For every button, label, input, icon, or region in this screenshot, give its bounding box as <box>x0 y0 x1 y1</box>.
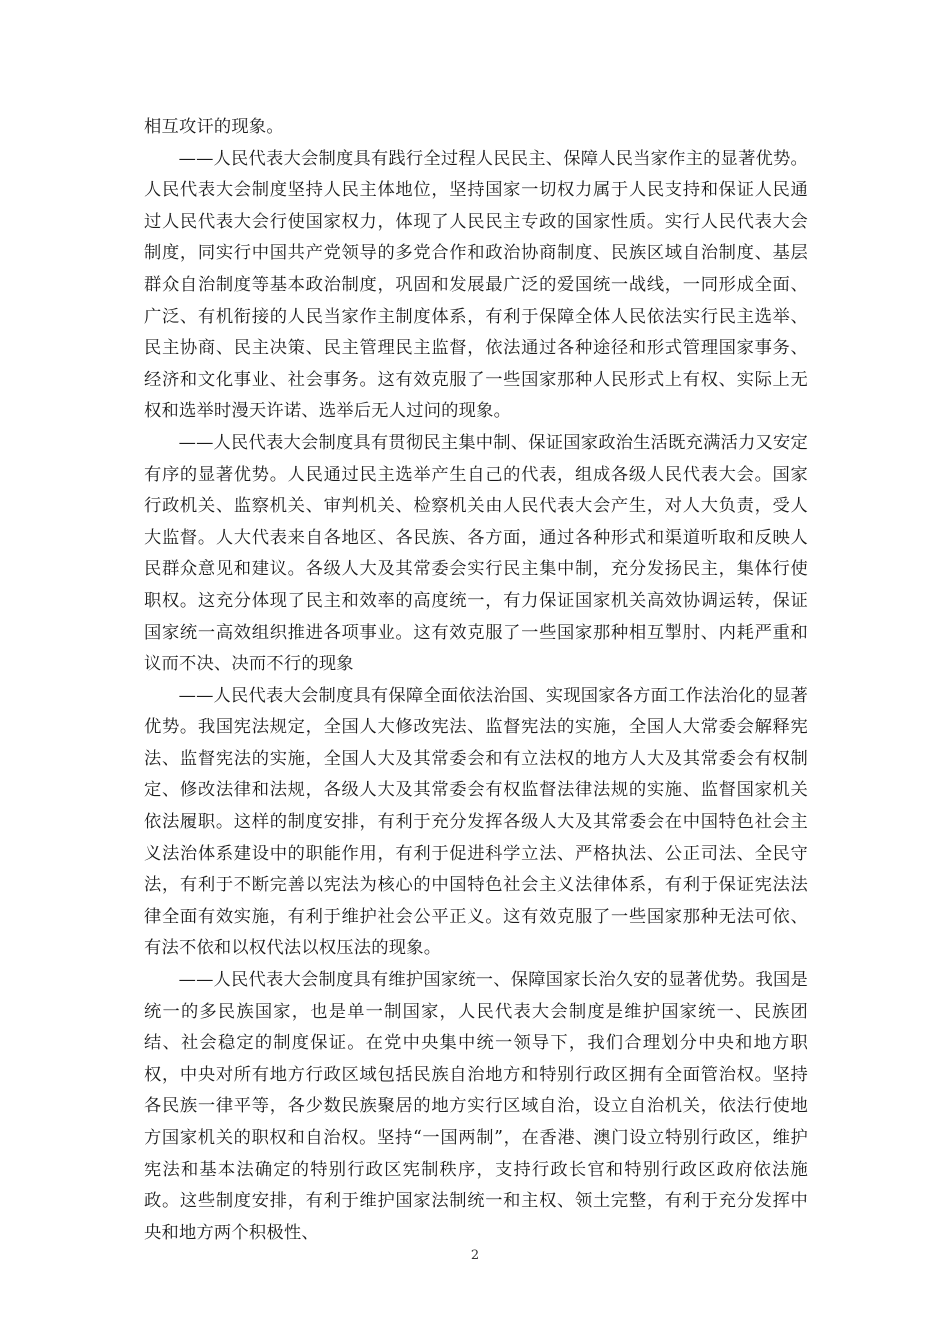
paragraph-democratic-centralism: ——人民代表大会制度具有贯彻民主集中制、保证国家政治生活既充满活力又安定有序的显著优势。人民通过民主选举产生自己的代表，组成各级人民代表大会。国家行政机关、监察机关、审判机关、检察机关由人民代表大会产生，对人大负责，受人大监督。人大代表来自各地区、各民族、各方面，通过各种形式和渠道听取和反映人民群众意见和建议。各级人大及其常委会实行民主集中制，充分发扬民主，集体行使职权。这充分体现了民主和效率的高度统一，有力保证国家机关高效协调运转，保证国家统一高效组织推进各项事业。这有效克服了一些国家那种相互掣肘、内耗严重和议而不决、决而不行的现象 <box>144 432 808 675</box>
paragraph-whole-process-democracy: ——人民代表大会制度具有践行全过程人民民主、保障人民当家作主的显著优势。人民代表大会制度坚持人民主体地位，坚持国家一切权力属于人民支持和保证人民通过人民代表大会行使国家权力，体现了人民民主专政的国家性质。实行人民代表大会制度，同实行中国共产党领导的多党合作和政治协商制度、民族区域自治制度、基层群众自治制度等基本政治制度，巩固和发展最广泛的爱国统一战线，一同形成全面、广泛、有机衔接的人民当家作主制度体系，有利于保障全体人民依法实行民主选举、民主协商、民主决策、民主管理民主监督，依法通过各种途径和形式管理国家事务、经济和文化事业、社会事务。这有效克服了一些国家那种人民形式上有权、实际上无权和选举时漫天许诺、选举后无人过问的现象。 <box>144 148 808 422</box>
paragraph-continuation: 相互攻讦的现象。 <box>144 117 284 137</box>
page-number: 2 <box>470 1248 480 1263</box>
document-page <box>144 112 808 1249</box>
paragraph-rule-of-law: ——人民代表大会制度具有保障全面依法治国、实现国家各方面工作法治化的显著优势。我国宪法规定，全国人大修改宪法、监督宪法的实施，全国人大常委会解释宪法、监督宪法的实施，全国人大及其常委会和有立法权的地方人大及其常委会有权制定、修改法律和法规，各级人大及其常委会有权监督法律法规的实施、监督国家机关依法履职。这样的制度安排，有利于充分发挥各级人大及其常委会在中国特色社会主义法治体系建设中的职能作用，有利于促进科学立法、严格执法、公正司法、全民守法，有利于不断完善以宪法为核心的中国特色社会主义法律体系，有利于保证宪法法律全面有效实施，有利于维护社会公平正义。这有效克服了一些国家那种无法可依、有法不依和以权代法以权压法的现象。 <box>144 685 808 959</box>
paragraph-national-unity: ——人民代表大会制度具有维护国家统一、保障国家长治久安的显著优势。我国是统一的多民族国家，也是单一制国家，人民代表大会制度是维护国家统一、民族团结、社会稳定的制度保证。在党中央集中统一领导下，我们合理划分中央和地方职权，中央对所有地方行政区域包括民族自治地方和特别行政区拥有全面管治权。坚持各民族一律平等，各少数民族聚居的地方实行区域自治，设立自治机关，依法行使地方国家机关的职权和自治权。坚持“一国两制”，在香港、澳门设立特别行政区，维护宪法和基本法确定的特别行政区宪制秩序，支持行政长官和特别行政区政府依法施政。这些制度安排，有利于维护国家法制统一和主权、领土完整，有利于充分发挥中央和地方两个积极性、 <box>144 970 808 1243</box>
